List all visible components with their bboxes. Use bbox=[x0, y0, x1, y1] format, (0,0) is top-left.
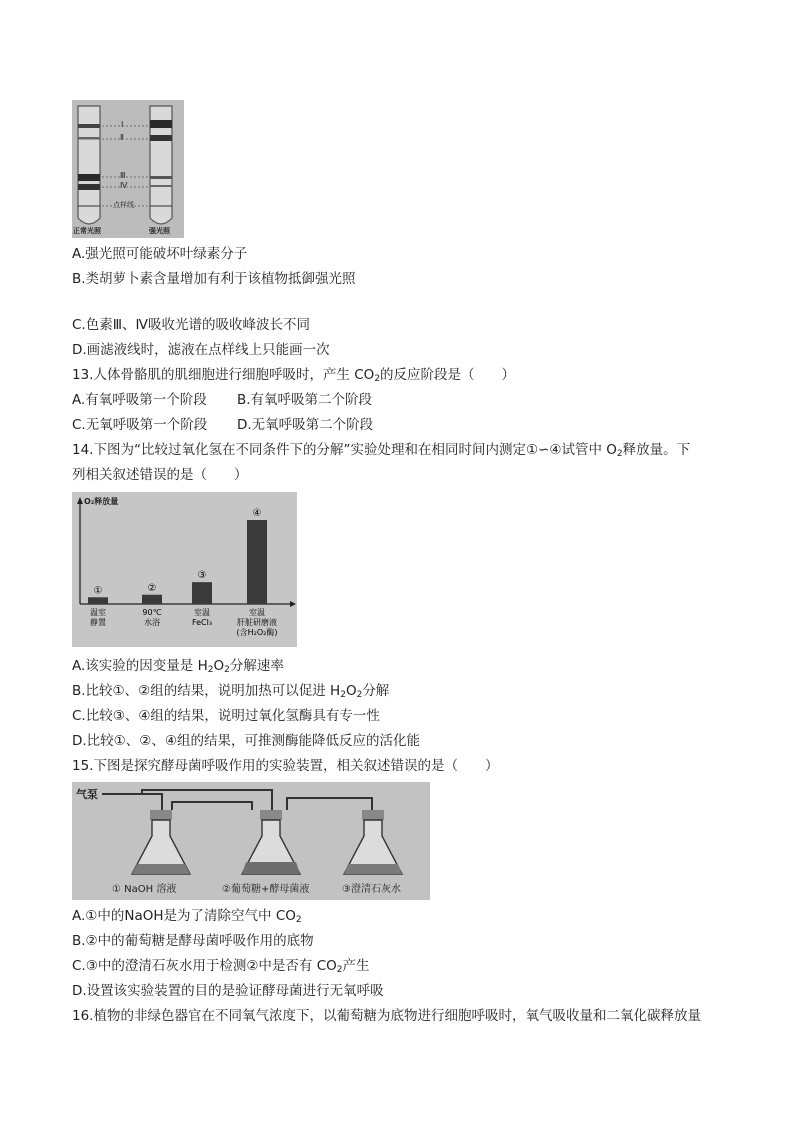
q13-stem: 13.人体骨骼肌的肌细胞进行细胞呼吸时，产生 $CO_2$的反应阶段是（ ） bbox=[72, 367, 516, 384]
x-axis-arrow bbox=[290, 601, 296, 607]
o2-release-chart bbox=[72, 492, 297, 647]
q12-option-d: D.画滤液线时，滤液在点样线上只能画一次 bbox=[72, 342, 330, 358]
q12-option-a: A.强光照可能破坏叶绿素分子 bbox=[72, 246, 248, 262]
q14-option-b: B.比较①、②组的结果，说明加热可以促进 $H_2O_2$分解 bbox=[72, 683, 390, 700]
x-tick-label: FeCl₃ bbox=[191, 618, 213, 627]
flask-1-label: ① NaOH 溶液 bbox=[112, 884, 177, 895]
flask-3 bbox=[344, 810, 402, 874]
bar bbox=[142, 595, 162, 604]
bar-marker: ② bbox=[147, 582, 157, 594]
caption-normal-light: 正常光照 bbox=[73, 227, 101, 235]
q15-option-b: B.②中的葡萄糖是酵母菌呼吸作用的底物 bbox=[72, 933, 314, 949]
chromatography-figure bbox=[72, 100, 184, 238]
band-label: Ⅱ bbox=[120, 133, 124, 142]
x-tick-label: (含H₂O₂酶) bbox=[236, 628, 278, 637]
bar-marker: ① bbox=[93, 585, 103, 597]
q13-option-b: B.有氧呼吸第二个阶段 bbox=[237, 392, 373, 408]
q14-stem: 14.下图为“比较过氧化氢在不同条件下的分解”实验处理和在相同时间内测定①∽④试管中 $O_2$释放量。下 bbox=[72, 442, 691, 459]
q13-option-c: C.无氧呼吸第一个阶段 bbox=[72, 417, 208, 433]
bar-marker: ③ bbox=[197, 570, 207, 582]
flask-1 bbox=[132, 810, 190, 874]
x-tick-label: 室温 bbox=[194, 608, 210, 617]
bar bbox=[88, 597, 108, 604]
flask-2-label: ②葡萄糖+酵母菌液 bbox=[222, 884, 310, 895]
q13-option-d: D.无氧呼吸第二个阶段 bbox=[237, 417, 374, 433]
flask-3-label: ③澄清石灰水 bbox=[342, 884, 401, 895]
yeast-respiration-apparatus bbox=[72, 782, 430, 900]
bar-marker: ④ bbox=[252, 508, 262, 519]
bar bbox=[192, 582, 212, 604]
band-label: Ⅲ bbox=[120, 171, 126, 180]
x-tick-label: 温室 bbox=[90, 608, 106, 617]
pump-label: 气泵 bbox=[76, 788, 98, 801]
q12-option-c: C.色素Ⅲ、Ⅳ吸收光谱的吸收峰波长不同 bbox=[72, 317, 310, 333]
band-label: Ⅳ bbox=[120, 181, 128, 190]
x-tick-label: 静置 bbox=[90, 618, 106, 627]
x-tick-label: 肝脏研磨液 bbox=[237, 618, 277, 627]
q15-option-c: C.③中的澄清石灰水用于检测②中是否有 $CO_2$产生 bbox=[72, 958, 370, 975]
q15-option-d: D.设置该实验装置的目的是验证酵母菌进行无氧呼吸 bbox=[72, 983, 384, 999]
band-label: Ⅰ bbox=[121, 120, 124, 129]
x-tick-label: 90℃ bbox=[142, 608, 162, 617]
y-axis-label: O₂释放量 bbox=[84, 497, 119, 506]
x-tick-label: 水浴 bbox=[144, 618, 160, 627]
q14-option-d: D.比较①、②、④组的结果，可推测酶能降低反应的活化能 bbox=[72, 733, 420, 749]
q13-option-a: A.有氧呼吸第一个阶段 bbox=[72, 392, 207, 408]
bar bbox=[247, 520, 267, 604]
q15-stem: 15.下图是探究酵母菌呼吸作用的实验装置，相关叙述错误的是（ ） bbox=[72, 758, 499, 774]
caption-strong-light: 强光照 bbox=[149, 227, 170, 235]
q14-option-a: A.该实验的因变量是 $H_2O_2$分解速率 bbox=[72, 658, 284, 675]
q15-option-a: A.①中的NaOH是为了清除空气中 $CO_2$ bbox=[72, 908, 302, 925]
origin-line-label: 点样线 bbox=[113, 201, 134, 209]
q12-option-b: B.类胡萝卜素含量增加有利于该植物抵御强光照 bbox=[72, 271, 356, 287]
flask-2 bbox=[242, 810, 300, 874]
q14-option-c: C.比较③、④组的结果，说明过氧化氢酶具有专一性 bbox=[72, 708, 380, 724]
y-axis-arrow bbox=[77, 497, 83, 504]
q14-stem-line2: 列相关叙述错误的是（ ） bbox=[72, 467, 248, 483]
q16-stem: 16.植物的非绿色器官在不同氧气浓度下，以葡萄糖为底物进行细胞呼吸时，氧气吸收量和二氧化碳释放量 bbox=[72, 1008, 701, 1024]
x-tick-label: 室温 bbox=[249, 608, 265, 617]
